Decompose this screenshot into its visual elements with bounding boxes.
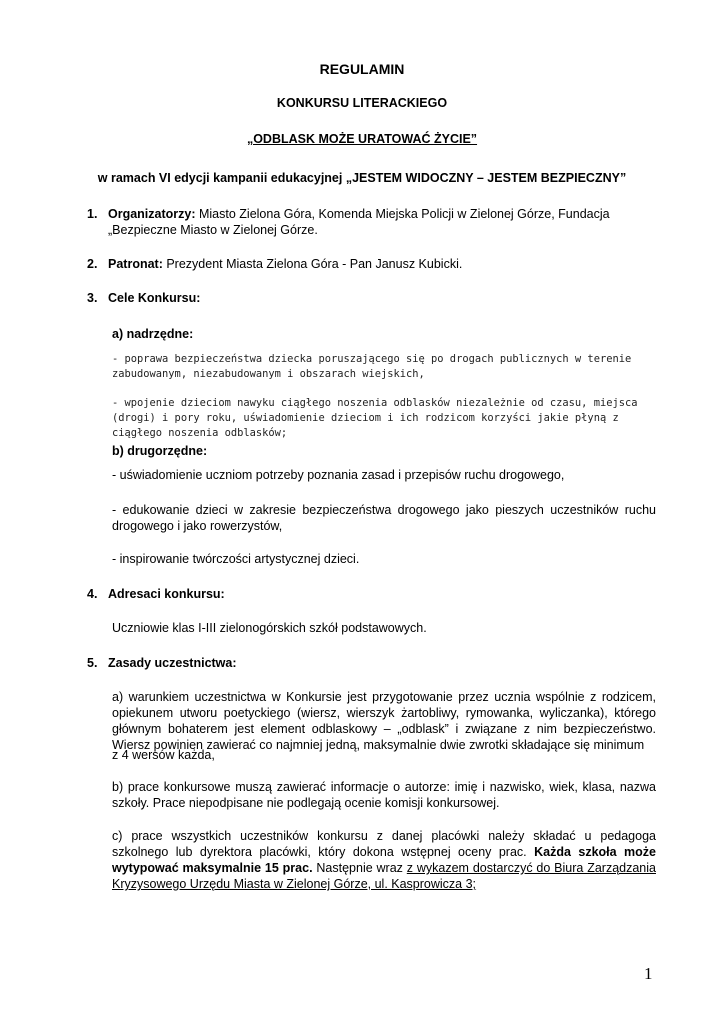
section-3a-item-2: - wpojenie dzieciom nawyku ciągłego noszenia odblasków niezależnie od czasu, miejsca (drogi) i pory roku, uświadomienie dzieciom i ich rodzicom korzyści jakie płyną z ciągłego noszenia odblasków; — [112, 397, 638, 439]
section-5c-underline: z wykazem dostarczyć do Biura Zarządzania Kryzysowego Urzędu Miasta w Zielonej Górze, ul. Kasprowicza 3; — [112, 861, 656, 891]
page-number: 1 — [644, 964, 653, 983]
campaign-line: w ramach VI edycji kampanii edukacyjnej „JESTEM WIDOCZNY – JESTEM BEZPIECZNY” — [97, 171, 627, 185]
section-1-line1 — [87, 206, 657, 222]
section-5-heading — [87, 655, 657, 671]
section-3-heading — [87, 290, 657, 306]
section-5a-text: a) warunkiem uczestnictwa w Konkursie jest przygotowanie przez ucznia wspólnie z rodzicem, opiekunem utworu poetyckiego (wiersz, wierszyk żartobliwy, rymowanka, wyliczanka), którego głównym bohaterem jest element odblaskowy – „odblask” i związane z nim bezpieczeństwo. Wiersz powinien zawierać co najmniej jedną, maksymalnie dwie zwrotki składające się minimum — [112, 690, 656, 752]
section-4-number: 4. — [87, 587, 98, 601]
section-5-label: Zasady uczestnictwa: — [108, 656, 237, 670]
section-4-label: Adresaci konkursu: — [108, 587, 225, 601]
section-2-number: 2. — [87, 257, 98, 271]
document-subtitle: KONKURSU LITERACKIEGO — [276, 96, 448, 110]
section-4-text: Uczniowie klas I-III zielonogórskich szkół podstawowych. — [112, 621, 427, 635]
section-5c-text — [112, 828, 656, 892]
section-1-text-line1: Miasto Zielona Góra, Komenda Miejska Policji w Zielonej Górze, Fundacja — [195, 207, 610, 221]
section-5-number: 5. — [87, 656, 98, 670]
section-5c-text-2: Następnie wraz — [312, 861, 407, 875]
section-3a-item-1: - poprawa bezpieczeństwa dziecka poruszającego się po drogach publicznych w terenie zabudowanym, niezabudowanym i obszarach wiejskich, — [112, 353, 632, 380]
section-1 — [87, 206, 657, 238]
section-3b-heading: b) drugorzędne: — [112, 444, 208, 458]
section-3b-item-1: - uświadomienie uczniom potrzeby poznania zasad i przepisów ruchu drogowego, — [112, 468, 565, 482]
contest-name: „ODBLASK MOŻE URATOWAĆ ŻYCIE” — [246, 132, 478, 146]
section-4-heading — [87, 586, 657, 602]
section-3a-heading: a) nadrzędne: — [112, 327, 194, 341]
document-title: REGULAMIN — [319, 61, 405, 77]
section-1-label: Organizatorzy: — [108, 207, 196, 221]
section-2-label: Patronat: — [108, 257, 163, 271]
section-2 — [87, 256, 657, 272]
section-5c-text-1: c) prace wszystkich uczestników konkursu z danej placówki należy składać u pedagoga szkolnego lub dyrektora placówki, który dokona wstępnej oceny prac. — [112, 829, 656, 859]
section-1-text-line2: „Bezpieczne Miasto w Zielonej Górze. — [108, 223, 318, 237]
section-2-text: Prezydent Miasta Zielona Góra - Pan Janusz Kubicki. — [162, 257, 463, 271]
section-3-number: 3. — [87, 291, 98, 305]
section-5b-text: b) prace konkursowe muszą zawierać informacje o autorze: imię i nazwisko, wiek, klasa, nazwa szkoły. Prace niepodpisane nie podlegają ocenie komisji konkursowej. — [112, 780, 656, 810]
section-3-label: Cele Konkursu: — [108, 291, 201, 305]
section-3b-item-2: - edukowanie dzieci w zakresie bezpieczeństwa drogowego jako pieszych uczestników ruchu drogowego i jako rowerzystów, — [112, 503, 656, 533]
section-5a-text-last: z 4 wersów każda, — [112, 748, 215, 762]
section-5c-bold: Każda szkoła może wytypować maksymalnie 15 prac. — [112, 845, 656, 875]
section-1-number: 1. — [87, 207, 98, 221]
section-3b-item-3: - inspirowanie twórczości artystycznej dzieci. — [112, 552, 360, 566]
